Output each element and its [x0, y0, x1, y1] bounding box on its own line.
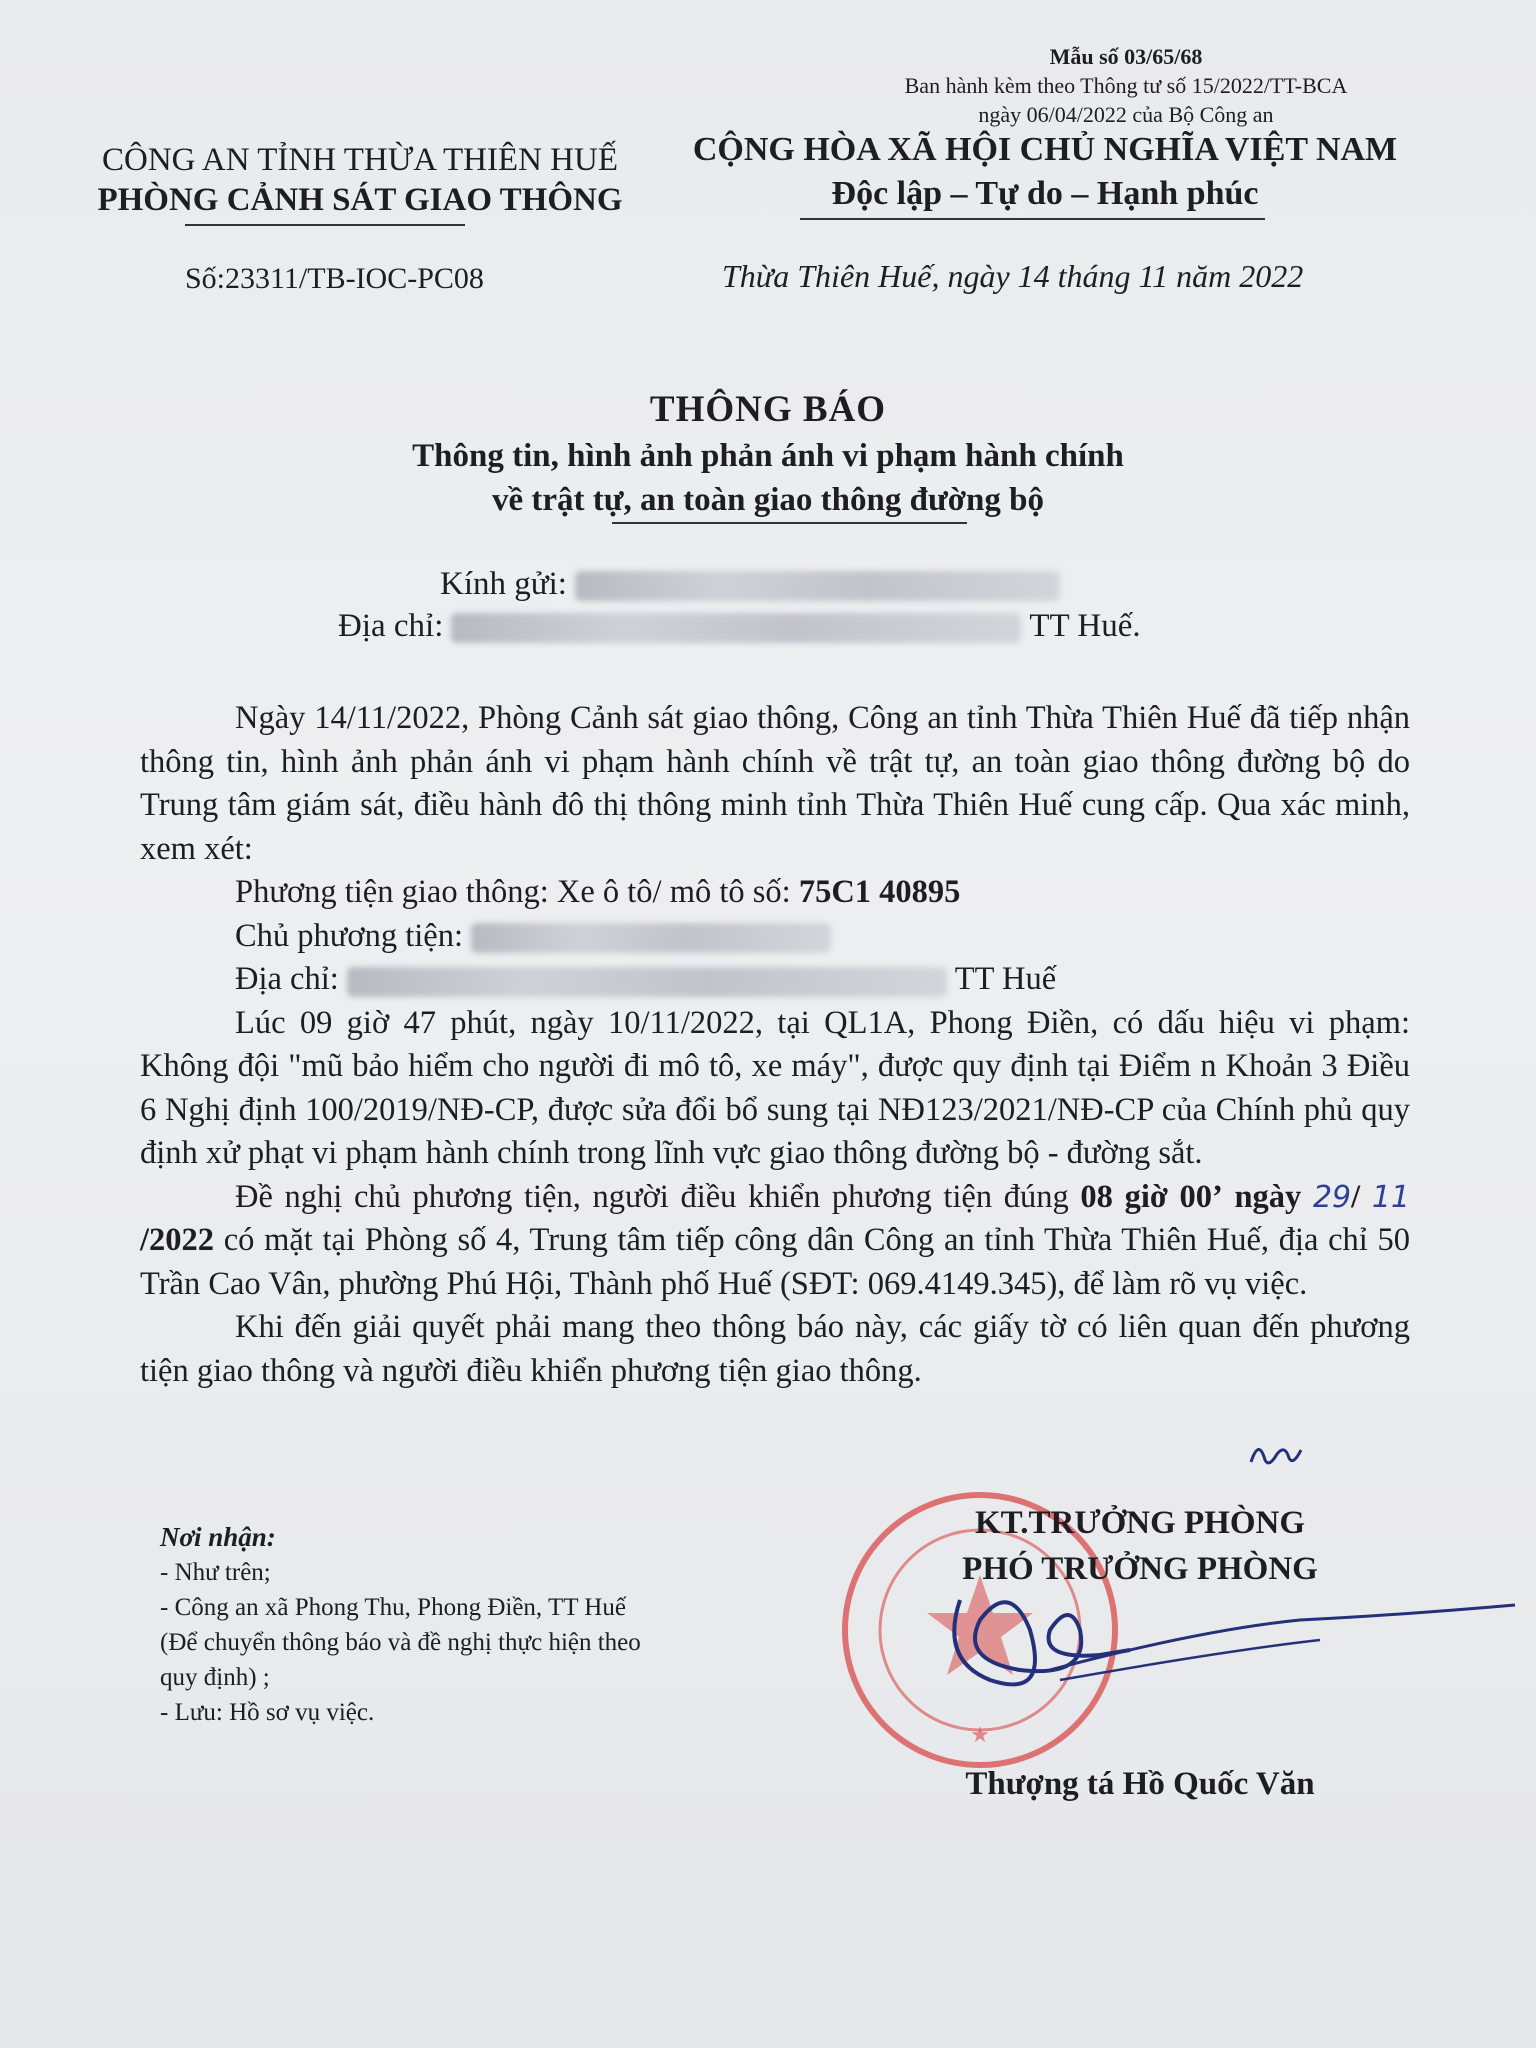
document-number: Số:23311/TB-IOC-PC08	[185, 262, 484, 295]
body-paragraph-violation: Lúc 09 giờ 47 phút, ngày 10/11/2022, tại QL1A, Phong Điền, có dấu hiệu vi phạm: Không đội "mũ bảo hiểm cho người đi mô tô, xe máy", được quy định tại Điểm n Khoản 3 Điều 6 Nghị định 100/2019/NĐ-CP, được sửa đổi bổ sung tại NĐ123/2021/NĐ-CP của Chính phủ quy định xử phạt vi phạm hành chính trong lĩnh vực giao thông đường bộ - đường sắt.	[140, 1004, 1410, 1171]
agency-parent: CÔNG AN TỈNH THỪA THIÊN HUẾ	[101, 142, 618, 178]
agency-header	[60, 140, 660, 220]
national-motto: Độc lập – Tự do – Hạnh phúc	[831, 175, 1259, 212]
address-tail: TT Huế.	[1029, 608, 1141, 644]
recipient-item: - Như trên;	[160, 1559, 271, 1586]
signer-name: Thượng tá Hồ Quốc Văn	[965, 1766, 1315, 1802]
subtitle-line1: Thông tin, hình ảnh phản ánh vi phạm hành chính	[412, 438, 1124, 474]
form-issued-line2: ngày 06/04/2022 của Bộ Công an	[978, 102, 1274, 127]
recipient-item: - Lưu: Hồ sơ vụ việc.	[160, 1699, 375, 1726]
appointment-day-label: ngày	[1234, 1178, 1302, 1215]
agency-unit: PHÒNG CẢNH SÁT GIAO THÔNG	[97, 182, 623, 218]
document-title: THÔNG BÁO	[649, 389, 887, 430]
vehicle-plate: 75C1 40895	[798, 874, 961, 910]
redacted-owner	[471, 923, 831, 953]
subtitle-line2: về trật tự, an toàn giao thông đường bộ	[491, 482, 1044, 518]
agency-underline	[185, 224, 465, 226]
addressee-row	[440, 566, 1068, 603]
place-date: Thừa Thiên Huế, ngày 14 tháng 11 năm 2022	[722, 258, 1304, 294]
recipients-block	[160, 1520, 780, 1730]
form-code: Mẫu số 03/65/68	[1049, 44, 1203, 69]
redacted-name	[575, 571, 1060, 601]
request-text-b: có mặt tại Phòng số 4, Trung tâm tiếp công dân Công an tỉnh Thừa Thiên Huế, địa chỉ 50 Trần Cao Vân, phường Phú Hội, Thành phố Huế (SĐT: 069.4149.345), để làm rõ vụ việc.	[140, 1222, 1410, 1302]
redacted-owner-address	[347, 967, 947, 997]
body-paragraph-bring: Khi đến giải quyết phải mang theo thông báo này, các giấy tờ có liên quan đến phương tiện giao thông và người điều khiển phương tiện giao thông.	[140, 1309, 1410, 1389]
document-subtitle	[0, 434, 1536, 522]
subtitle-underline	[612, 522, 967, 524]
body-paragraph-request	[140, 1176, 1410, 1307]
owner-address-label: Địa chỉ:	[235, 961, 339, 997]
form-meta	[846, 42, 1406, 129]
owner-address-row	[140, 958, 1410, 1002]
addressee-label: Kính gửi:	[440, 566, 567, 602]
motto-underline	[800, 218, 1265, 220]
recipient-item: quy định) ;	[160, 1664, 270, 1691]
recipient-item: - Công an xã Phong Thu, Phong Điền, TT Huế	[160, 1594, 626, 1621]
body-paragraph-intro: Ngày 14/11/2022, Phòng Cảnh sát giao thông, Công an tỉnh Thừa Thiên Huế đã tiếp nhận thông tin, hình ảnh phản ánh vi phạm hành chính về trật tự, an toàn giao thông đường bộ do Trung tâm giám sát, điều hành đô thị thông minh tỉnh Thừa Thiên Huế cung cấp. Qua xác minh, xem xét:	[140, 700, 1410, 867]
appointment-time: 08 giờ 00’	[1080, 1178, 1223, 1215]
owner-label: Chủ phương tiện:	[235, 917, 463, 954]
vehicle-row	[140, 871, 1410, 915]
handwritten-day: 29	[1312, 1179, 1352, 1215]
signature-line2: PHÓ TRƯỞNG PHÒNG	[962, 1551, 1318, 1587]
redacted-address	[451, 613, 1021, 643]
address-row	[338, 608, 1141, 645]
recipient-item: (Để chuyển thông báo và đề nghị thực hiện theo	[160, 1629, 641, 1656]
svg-text:★: ★	[970, 1722, 990, 1747]
vehicle-label: Phương tiện giao thông: Xe ô tô/ mô tô số:	[235, 874, 799, 910]
handwritten-month: 11	[1371, 1179, 1411, 1215]
document-body	[140, 697, 1410, 1393]
address-label: Địa chỉ:	[338, 608, 444, 644]
owner-row	[140, 915, 1410, 959]
date-separator: /	[1351, 1178, 1361, 1215]
handwritten-signature	[900, 1560, 1520, 1730]
initials-mark	[1245, 1432, 1305, 1472]
signature-line1: KT.TRƯỞNG PHÒNG	[975, 1505, 1305, 1541]
form-issued-line1: Ban hành kèm theo Thông tư số 15/2022/TT-BCA	[904, 73, 1348, 98]
appointment-year: /2022	[140, 1222, 215, 1258]
national-name: CỘNG HÒA XÃ HỘI CHỦ NGHĨA VIỆT NAM	[692, 131, 1398, 168]
national-header	[660, 128, 1430, 216]
owner-address-tail: TT Huế	[954, 961, 1057, 997]
request-text-a: Đề nghị chủ phương tiện, người điều khiển phương tiện đúng	[235, 1178, 1081, 1215]
recipients-heading: Nơi nhận:	[160, 1522, 276, 1552]
